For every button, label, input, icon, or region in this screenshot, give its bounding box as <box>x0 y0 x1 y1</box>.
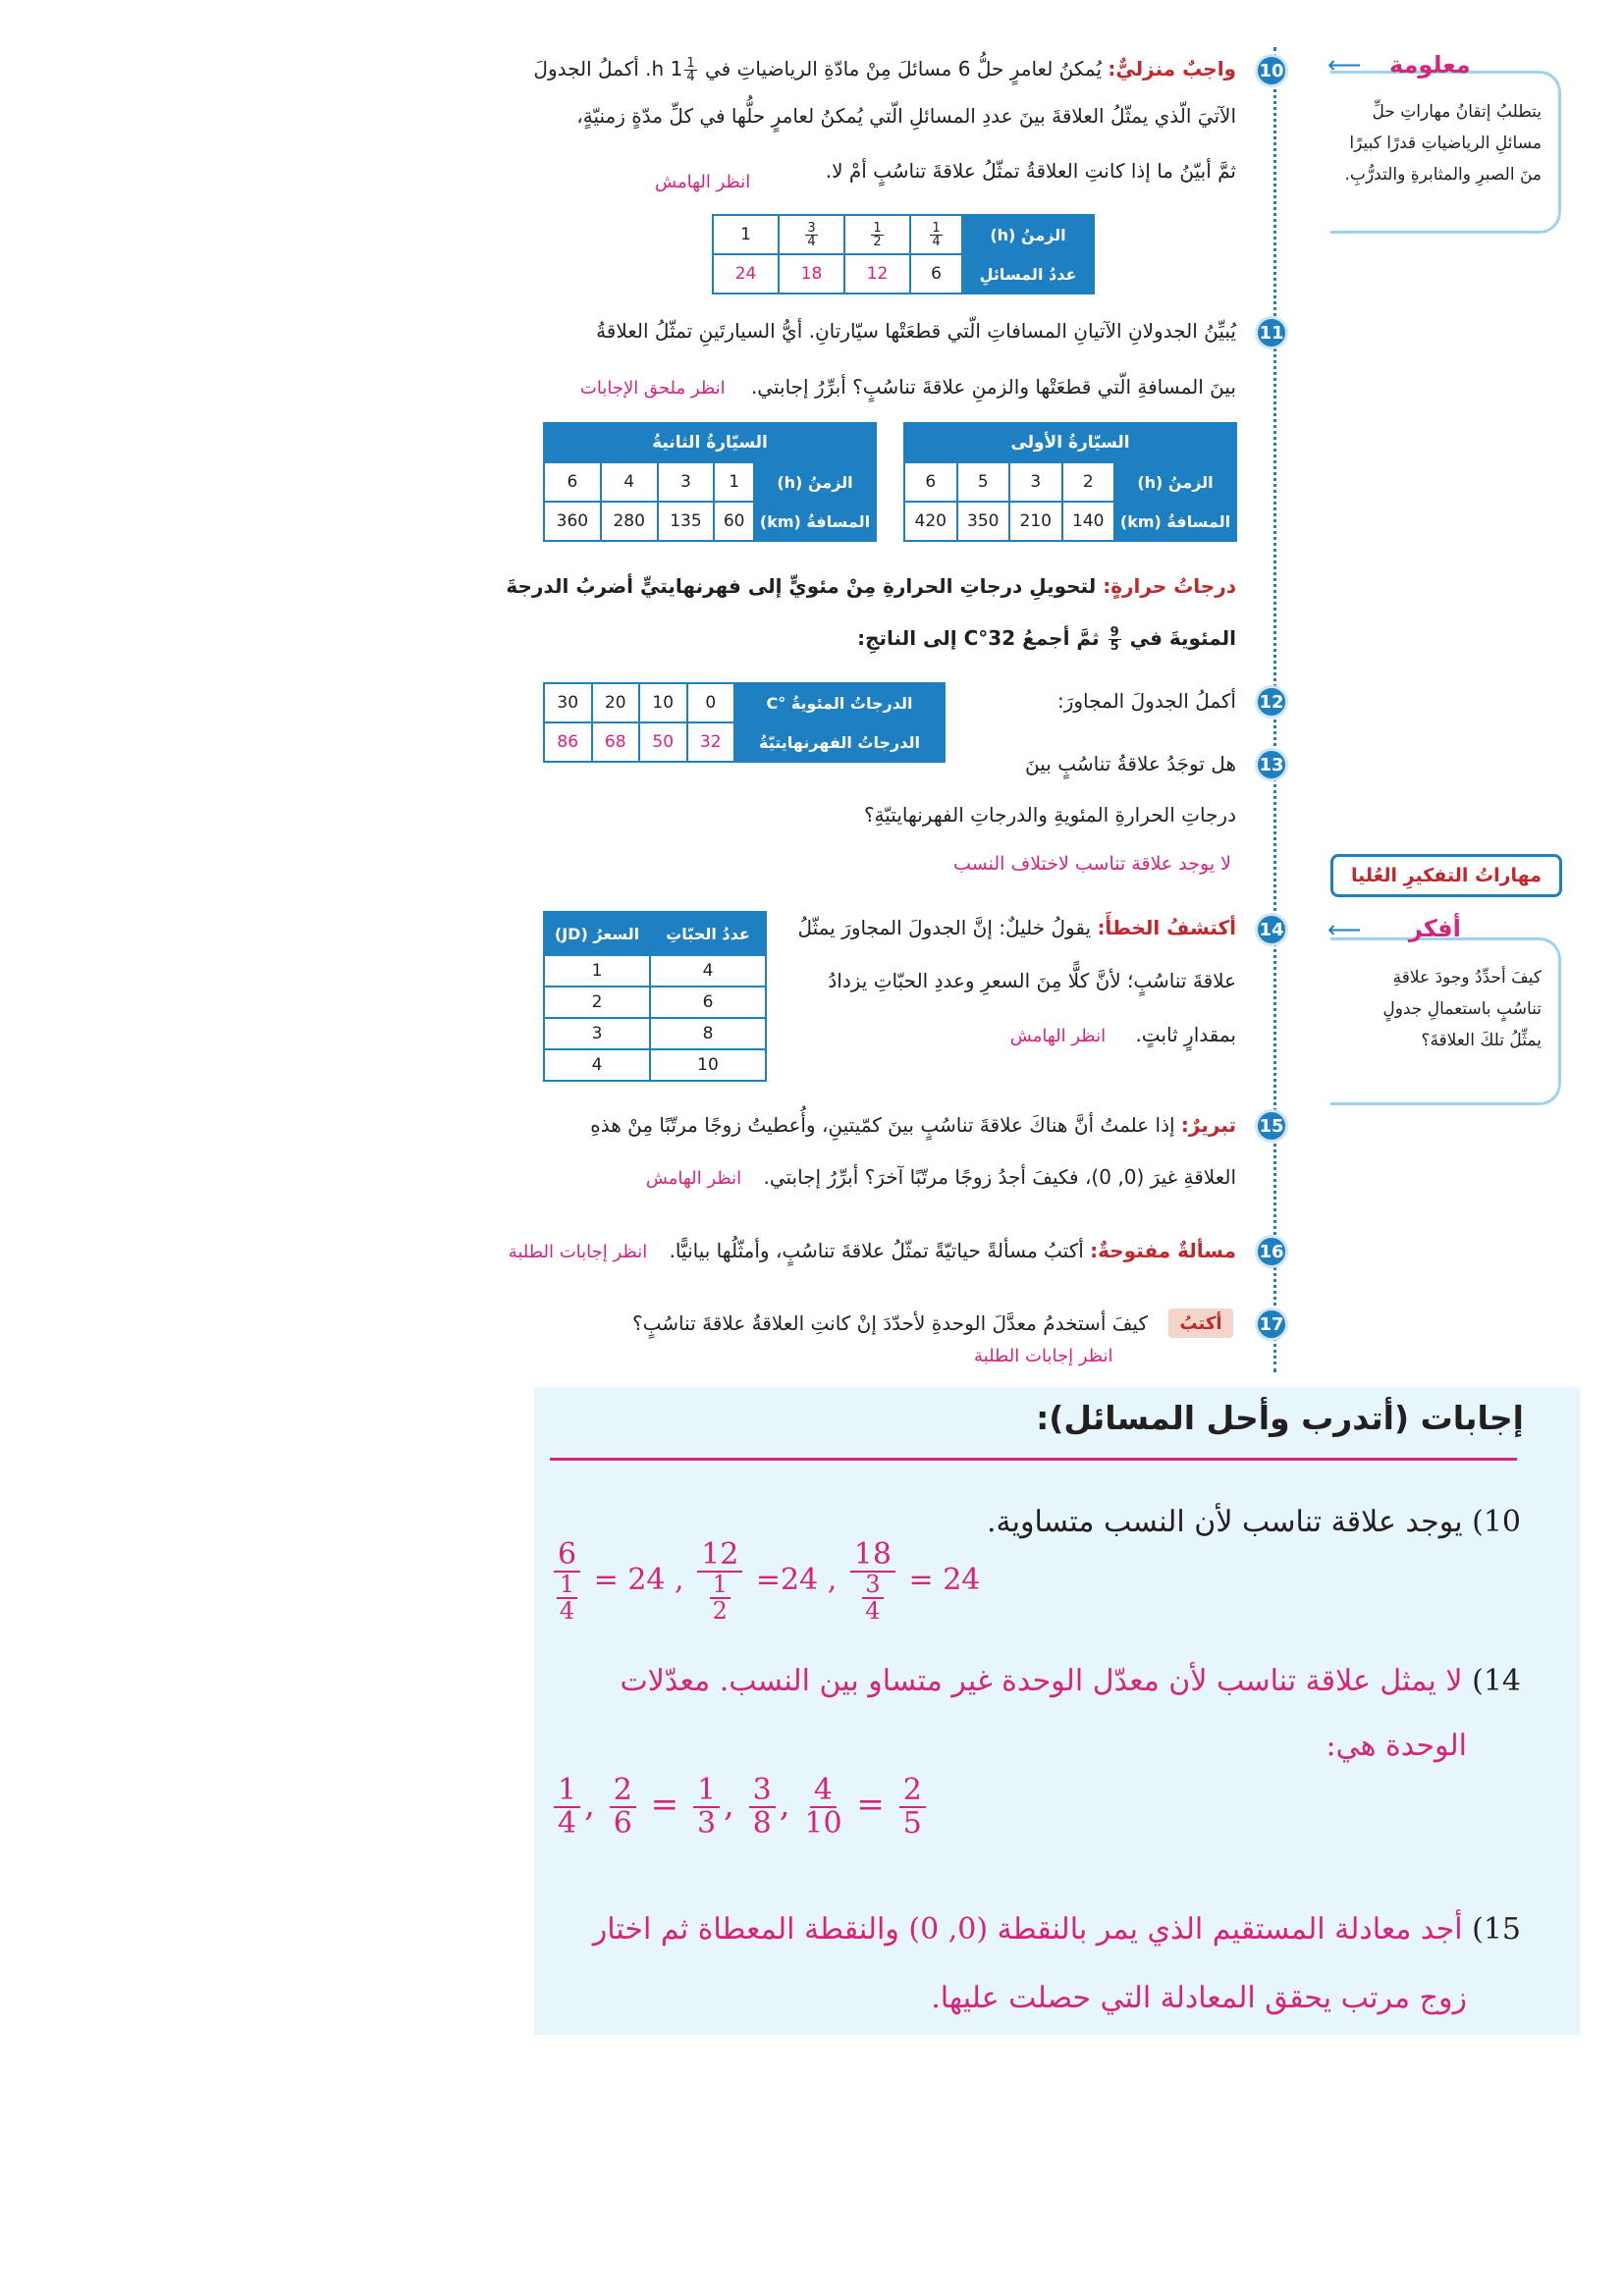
q10-label: واجبٌ منزليٌّ: <box>1108 57 1236 80</box>
car1-time-cell: 3 <box>1009 462 1062 502</box>
temps-line1 <box>506 572 1236 600</box>
car1-table <box>903 422 1237 542</box>
fahrenheit-cell: 68 <box>592 722 640 762</box>
answer-10-equation: 6 1 4 = 24 , 12 1 2 =24 , 18 3 4 = 24 <box>550 1539 980 1624</box>
answer-10 <box>987 1502 1521 1543</box>
car2-dist-cell: 60 <box>714 502 754 541</box>
price-cell: 2 <box>544 987 650 1018</box>
price-cell: 3 <box>544 1018 650 1049</box>
answer-14-line2: الوحدة هي: <box>1326 1729 1467 1763</box>
car2-time-label: الزمنُ (h) <box>754 462 876 502</box>
temps-text: ثمَّ أجمعُ 32°C إلى الناتجِ: <box>857 626 1100 650</box>
q14-line3 <box>1010 1021 1236 1050</box>
answer-14 <box>621 1661 1521 1702</box>
price-cell: 4 <box>544 1049 650 1081</box>
q15-line1 <box>590 1111 1236 1139</box>
question-number: 11 <box>1255 316 1288 349</box>
answer-text: يوجد علاقة تناسب لأن النسب متساوية. <box>986 1505 1463 1539</box>
car1-title: السيّارةُ الأولى <box>904 423 1236 462</box>
car2-time-cell: 1 <box>714 462 754 502</box>
q10-line3: ثمَّ أبيّنُ ما إذا كانتِ العلاقةُ تمثّلُ علاقةَ تناسُبٍ أمْ لا. <box>825 159 1236 183</box>
question-number: 13 <box>1255 748 1288 781</box>
q16-see-note: انظر إجابات الطلبة <box>508 1242 648 1262</box>
q10-time-cell: $\frac{3}{4}$ <box>779 215 844 254</box>
celsius-label: الدرجاتُ المئويةُ °C <box>734 683 945 722</box>
question-number: 10 <box>1255 54 1288 87</box>
count-cell: 8 <box>650 1018 766 1049</box>
count-label: عددُ الحبّاتِ <box>650 912 766 955</box>
car1-time-cell: 5 <box>957 462 1010 502</box>
count-cell: 4 <box>650 955 766 987</box>
car2-time-cell: 3 <box>658 462 715 502</box>
q17-text: كيفَ أستخدمُ معدَّلَ الوحدةِ لأحدّدَ إنْ كانتِ العلاقةُ علاقةَ تناسُبٍ؟ <box>632 1311 1148 1335</box>
q16-text: أكتبُ مسألةً حياتيّةً تمثّلُ علاقةَ تناسُبٍ، وأمثّلُها بيانيًّا. <box>669 1239 1084 1262</box>
answer-text: لا يمثل علاقة تناسب لأن معدّل الوحدة غير متساو بين النسب. معدّلات <box>620 1664 1463 1698</box>
q10-problems-cell: 18 <box>779 254 844 294</box>
answer-number: 15) <box>1472 1912 1521 1947</box>
question-number: 15 <box>1255 1109 1288 1143</box>
q10-text: يُمكنُ لعامرٍ حلُّ 6 مسائلَ مِنْ مادّةِ الرياضياتِ في <box>704 57 1103 80</box>
sidebar-think-line: كيفَ أحدِّدُ وجودَ علاقةِ <box>1392 968 1542 988</box>
car2-dist-cell: 280 <box>601 502 658 541</box>
sidebar-think-line: يمثِّلُ تلكَ العلاقةَ؟ <box>1421 1031 1542 1050</box>
sidebar-info-line: يتطلبُ إتقانُ مهاراتِ حلِّ <box>1372 102 1542 122</box>
sidebar-info-line: منَ الصبرِ والمثابرةِ والتدرُّبِ. <box>1344 165 1542 185</box>
q14-text: بمقدارٍ ثابتٍ. <box>1135 1023 1236 1046</box>
fahrenheit-cell: 50 <box>639 722 687 762</box>
q11-line2 <box>580 373 1236 402</box>
car1-time-label: الزمنُ (h) <box>1114 462 1236 502</box>
car2-dist-cell: 360 <box>544 502 601 541</box>
q15-label: تبريرٌ: <box>1180 1113 1236 1137</box>
answers-divider <box>550 1458 1517 1461</box>
q10-problems-cell: 6 <box>910 254 962 294</box>
q10-line1 <box>533 55 1236 83</box>
question-number: 12 <box>1255 685 1288 719</box>
q14-line2: علاقةَ تناسُبٍ؛ لأنَّ كلًّا مِنَ السعرِ وعددِ الحبّاتِ يزدادُ <box>828 969 1236 992</box>
q14-line1 <box>798 914 1237 941</box>
car1-time-cell: 6 <box>904 462 957 502</box>
fahrenheit-cell: 86 <box>544 722 592 762</box>
car1-dist-cell: 210 <box>1009 502 1062 541</box>
answer-15-line2: زوج مرتب يحقق المعادلة التي حصلت عليها. <box>931 1981 1467 2015</box>
q15-line2 <box>646 1163 1236 1193</box>
q16-line <box>509 1237 1236 1266</box>
car2-title: السيّارةُ الثانيةُ <box>544 423 876 462</box>
eq-part: = 24 , <box>593 1562 684 1597</box>
price-label: السعرُ (JD) <box>544 912 650 955</box>
car2-time-cell: 4 <box>601 462 658 502</box>
sidebar-think-title: أفكر <box>1409 915 1461 942</box>
higher-thinking-badge: مهاراتُ التفكيرِ العُليا <box>1330 854 1562 897</box>
q10-problems-cell: 12 <box>844 254 910 294</box>
car1-dist-cell: 350 <box>957 502 1010 541</box>
answer-14-equation: $\frac{1}{4}$ , $\frac{2}{6}$ = $\frac{1}{3}$ , $\frac{3}{8}$ , $\frac{4}{10}$ = $\frac{2}{5}$ <box>550 1775 930 1839</box>
answers-title: إجابات (أتدرب وأحل المسائل): <box>1036 1399 1524 1437</box>
q15-text: العلاقةِ غيرَ (0, 0)، فكيفَ أجدُ زوجًا مرتّبًا آخرَ؟ أبرِّرُ إجابتي. <box>763 1165 1236 1189</box>
sidebar-info-title: معلومة <box>1389 51 1471 79</box>
temps-text: المئويةَ في <box>1129 626 1236 650</box>
q14-see-note: انظر الهامش <box>1009 1026 1107 1046</box>
temps-table <box>543 682 946 763</box>
q10-unit: h. أكملُ الجدولَ <box>533 57 665 80</box>
question-number: 16 <box>1255 1235 1288 1268</box>
celsius-cell: 0 <box>687 683 735 722</box>
q10-time-cell: $\frac{1}{2}$ <box>844 215 910 254</box>
q15-see-note: انظر الهامش <box>645 1168 742 1189</box>
q11-see-note: انظر ملحق الإجابات <box>579 378 726 399</box>
q13-answer: لا يوجد علاقة تناسب لاختلاف النسب <box>953 853 1231 875</box>
fraction-whole: 1 <box>670 57 683 80</box>
question-number: 17 <box>1255 1308 1288 1341</box>
arrow-left-icon: ⟵ <box>1327 916 1362 943</box>
car2-dist-cell: 135 <box>658 502 715 541</box>
temps-label: درجاتُ حرارةٍ: <box>1103 574 1236 598</box>
car2-time-cell: 6 <box>544 462 601 502</box>
car1-time-cell: 2 <box>1062 462 1115 502</box>
price-cell: 1 <box>544 955 650 987</box>
celsius-cell: 10 <box>639 683 687 722</box>
fahrenheit-label: الدرجاتُ الفهرنهايتيّةُ <box>734 722 945 762</box>
answer-text: أجد معادلة المستقيم الذي يمر بالنقطة (0, 0) والنقطة المعطاة ثم اختار <box>592 1912 1463 1947</box>
count-cell: 6 <box>650 987 766 1018</box>
q10-line2: الآتيَ الّذي يمثّلُ العلاقةَ بينَ عددِ المسائلِ الّتي يُمكنُ لعامرٍ حلُّها في كلِّ مدّةٍ زمنيّةٍ، <box>576 104 1236 128</box>
car1-dist-cell: 140 <box>1062 502 1115 541</box>
write-badge: أكتبُ <box>1168 1308 1233 1338</box>
q10-table <box>712 214 1095 294</box>
q13-line2: درجاتِ الحرارةِ المئويةِ والدرجاتِ الفهرنهايتيّةِ؟ <box>863 803 1236 827</box>
q16-label: مسألةٌ مفتوحةٌ: <box>1090 1239 1236 1262</box>
q14-table <box>543 911 767 1082</box>
answer-number: 10) <box>1472 1505 1521 1539</box>
car1-dist-cell: 420 <box>904 502 957 541</box>
q14-text: يقولُ خليلٌ: إنَّ الجدولَ المجاورَ يمثّلُ <box>797 916 1092 939</box>
answer-number: 14) <box>1472 1664 1521 1698</box>
count-cell: 10 <box>650 1049 766 1081</box>
q17-see-note: انظر إجابات الطلبة <box>974 1346 1113 1366</box>
q13-line1: هل توجَدُ علاقةُ تناسُبٍ بينَ <box>1025 752 1236 775</box>
answer-15 <box>593 1909 1521 1950</box>
fraction: $\frac{9}{5}$ <box>1110 625 1119 654</box>
fahrenheit-cell: 32 <box>687 722 735 762</box>
q11-text: بينَ المسافةِ الّتي قطعَتْها والزمنِ علاقةَ تناسُبٍ؟ أبرِّرُ إجابتي. <box>750 375 1236 399</box>
sidebar-think-line: تناسُبٍ باستعمالِ جدولٍ <box>1382 999 1542 1019</box>
temps-text: لتحويلِ درجاتِ الحرارةِ مِنْ مئويٍّ إلى فهرنهايتيٍّ أضربُ الدرجةَ <box>506 574 1097 598</box>
q12-text: أكملُ الجدولَ المجاورَ: <box>1056 689 1236 713</box>
fraction: $\frac{1}{4}$ <box>686 56 695 84</box>
q10-time-cell: 1 <box>713 215 779 254</box>
q10-problems-cell: 24 <box>713 254 779 294</box>
celsius-cell: 30 <box>544 683 592 722</box>
q10-see-note: انظر الهامش <box>655 172 751 192</box>
arrow-left-icon: ⟵ <box>1327 51 1362 79</box>
celsius-cell: 20 <box>592 683 640 722</box>
question-number: 14 <box>1255 913 1288 946</box>
q14-label: أكتشفُ الخطأَ: <box>1097 916 1236 939</box>
car2-dist-label: المسافةُ (km) <box>754 502 876 541</box>
q10-row2-label: عددُ المسائلِ <box>962 254 1094 294</box>
q11-line1: يُبيِّنُ الجدولانِ الآتيانِ المسافاتِ الّتي قطعَتْها سيّارتانِ. أيُّ السيارتَينِ تمثّلُ العلاقةُ <box>596 319 1236 343</box>
q10-time-cell: $\frac{1}{4}$ <box>910 215 962 254</box>
q10-row1-label: الزمنُ (h) <box>962 215 1094 254</box>
eq-part: =24 , <box>755 1562 838 1597</box>
q15-text: إذا علمتُ أنَّ هناكَ علاقةَ تناسُبٍ بينَ كمّيتينِ، وأُعطيتُ زوجًا مرتّبًا مِنْ هذهِ <box>590 1113 1175 1137</box>
temps-line2 <box>857 624 1236 653</box>
sidebar-info-line: مسائلِ الرياضياتِ قدرًا كبيرًا <box>1349 133 1542 153</box>
eq-part: = 24 <box>908 1562 981 1597</box>
car2-table <box>543 422 877 542</box>
car1-dist-label: المسافةُ (km) <box>1114 502 1236 541</box>
